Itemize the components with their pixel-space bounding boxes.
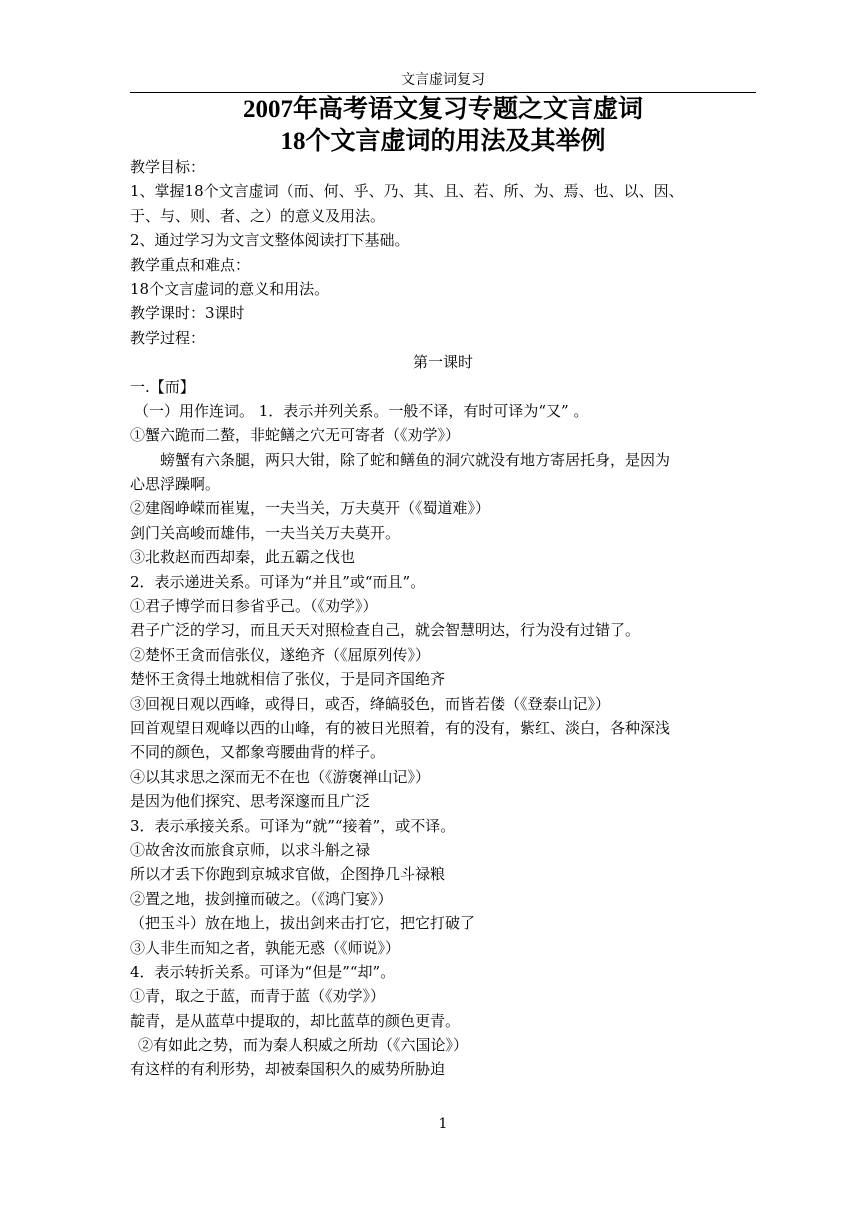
body-line: 教学过程：: [130, 328, 206, 347]
document-title: 2007年高考语文复习专题之文言虚词: [242, 96, 643, 123]
body-line: 有这样的有利形势，却被秦国积久的威势所胁迫: [130, 1060, 446, 1079]
page-number: 1: [438, 1116, 448, 1132]
body-line: ②建阁峥嵘而崔嵬，一夫当关，万夫莫开（《蜀道难》）: [130, 499, 491, 518]
body-line: 不同的颜色，又都象弯腰曲背的样子。: [130, 743, 386, 762]
body-line: 于、与、则、者、之）的意义及用法。: [130, 206, 386, 225]
body-line: 一.【而】: [130, 377, 195, 396]
body-line: 2．表示递进关系。可译为“并且”或“而且”。: [130, 572, 426, 591]
body-line: 所以才丢下你跑到京城求官做，企图挣几斗禄粮: [130, 865, 446, 884]
body-line: 18个文言虚词的意义和用法。: [130, 279, 330, 298]
body-line: ③人非生而知之者，孰能无惑（《师说》）: [130, 938, 401, 957]
body-line: 3．表示承接关系。可译为“就”“接着”，或不译。: [130, 816, 456, 835]
body-line: ③回视日观以西峰，或得日，或否，绛皜驳色，而皆若偻（《登泰山记》）: [130, 694, 611, 713]
body-line: 4．表示转折关系。可译为“但是”“却”。: [130, 962, 396, 981]
body-line: 教学课时：3课时: [130, 304, 245, 323]
document-subtitle: 18个文言虚词的用法及其举例: [280, 128, 606, 155]
body-line: 心思浮躁啊。: [130, 475, 221, 494]
body-line: （把玉斗）放在地上，拔出剑来击打它，把它打破了: [130, 914, 476, 933]
body-line: ①君子博学而日参省乎己。（《劝学》）: [130, 597, 378, 616]
header-rule: [130, 92, 756, 93]
body-line: 教学目标：: [130, 158, 206, 176]
running-header: 文言虚词复习: [401, 72, 485, 88]
body-line: ③北救赵而西却秦，此五霸之伐也: [130, 548, 356, 567]
body-line: 1、掌握18个文言虚词（而、何、乎、乃、其、且、若、所、为、焉、也、以、因、: [130, 182, 684, 201]
body-line: 教学重点和难点：: [130, 255, 251, 274]
body-line: ①故舍汝而旅食京师，以求斗斛之禄: [130, 840, 371, 859]
body-line: 回首观望日观峰以西的山峰，有的被日光照着，有的没有，紫红、淡白，各种深浅: [130, 718, 671, 737]
body-line: 2、通过学习为文言文整体阅读打下基础。: [130, 231, 410, 250]
body-line: ①青，取之于蓝，而青于蓝（《劝学》）: [130, 987, 386, 1006]
body-line: 靛青，是从蓝草中提取的，却比蓝草的颜色更青。: [130, 1011, 461, 1030]
body-line: 螃蟹有六条腿，两只大钳，除了蛇和鳝鱼的洞穴就没有地方寄居托身，是因为: [160, 450, 671, 469]
body-line: ②有如此之势，而为秦人积威之所劫（《六国论》）: [138, 1036, 469, 1055]
body-line: 是因为他们探究、思考深邃而且广泛: [130, 792, 371, 811]
body-line: ①蟹六跪而二螯，非蛇鳝之穴无可寄者（《劝学》）: [130, 426, 461, 445]
section-heading: 第一课时: [412, 353, 473, 372]
body-line: 君子广泛的学习，而且天天对照检查自己，就会智慧明达，行为没有过错了。: [130, 621, 641, 640]
body-line: 剑门关高峻而雄伟，一夫当关万夫莫开。: [130, 523, 401, 542]
document-body: [130, 155, 756, 1082]
body-line: （一）用作连词。 1．表示并列关系。一般不译，有时可译为“又” 。: [134, 401, 589, 420]
body-line: 楚怀王贪得土地就相信了张仪，于是同齐国绝齐: [130, 670, 446, 689]
body-line: ④以其求思之深而无不在也（《游褒禅山记》）: [130, 767, 431, 786]
body-line: ②楚怀王贪而信张仪，遂绝齐（《屈原列传》）: [130, 645, 431, 664]
body-line: ②置之地，拔剑撞而破之。（《鸿门宴》）: [130, 889, 393, 908]
